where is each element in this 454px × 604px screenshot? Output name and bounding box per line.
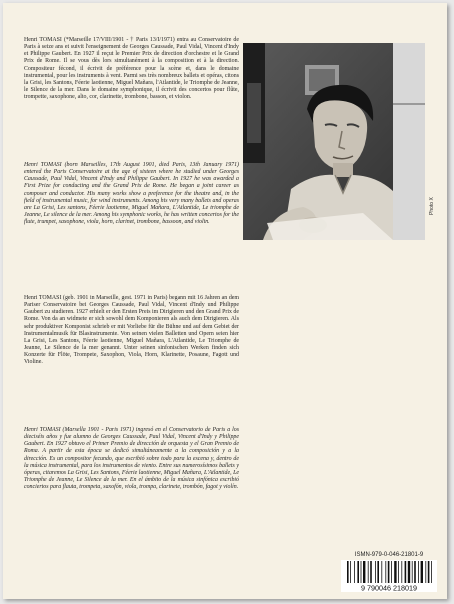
biography-french: Henri TOMASI (*Marseille 17/VIII/1901 - † Paris 13/I/1971) entra au Conservatoire de Paris à seize ans et suivit l'enseignement de Georges Caussade, Paul Vidal, Vincent d'Indy et Philippe Gaubert. En 1927 il reçut le Premier Prix de direction d'orchestre et le Grand Prix de Rome. Il se vous dès lors simultanément à la composition et à la direction. Compositeur fécond, il écrivit de préférence pour la scène et, dans le domaine instrumental, pour les instruments à vent. Parmi ses très nombreux ballets et opéras, citons la Grisi, les Santons, Féerie laotienne, Miguel Mañara, l'Atlantide, le Triomphe de Jeanne, le Silence de la mer. Dans le domaine symphonique, il écrivit des concertos pour flûte, trompette, saxophone, alto, cor, clarinette, trombone, basson, et violon. (24, 37, 239, 101)
barcode-bar (347, 561, 349, 583)
barcode-bar (368, 561, 369, 583)
biography-spanish: Henri TOMASI (Marsella 1901 - Paris 1971) ingresó en el Conservatorio de Paris a los dieciséis años y fue alumno de Georges Caussade, Paul Vidal, Vincent d'Indy y Philippe Gaubert. En 1927 obtuvo el Primer Premio de dirección de orquesta y el Gran Premio de Roma. A partir de esta época se dedicó simultáneamente a la composición y a la dirección. Es un compositor fecundo, que escribió sobre todo para la escena y, dentro de la música instrumental, para los instrumentos de viento. Entre sus numerosísimos ballets y óperas, citaremos La Grisi, Les Santons, Féerie laotienne, Miguel Mañara, L'Atlantide, Le Triomphe de Jeanne, Le Silence de la mer. En el ámbito de la música sinfónica escribió conciertos para flauta, trompeta, saxofón, viola, trompa, clarinete, trombón, fagot y violín. (24, 427, 239, 491)
biography-german: Henri TOMASI (geb. 1901 in Marseille, gest. 1971 in Paris) begann mit 16 Jahren an dem Pariser Conservatoire bei Georges Caussade, Paul Vidal, Vincent d'Indy und Philippe Gaubert zu studieren. 1927 erhielt er den Ersten Preis im Dirigieren und den Grand Prix de Rome. Von da an widmete er sich sowohl dem Komponieren als auch dem Dirigieren. Als sehr produktiver Komponist schrieb er mit Vorliebe für die Bühne und auf dem Gebiet der Instrumentalmusik für Blasinstrumente. Von seinen vielen Balletten und Opern seien hier La Grisi, Les Santons, Féerie laotienne, Miguel Mañara, L'Atlantide, Le Triomphe de Jeanne, Le Silence de la mer genannt. Unter seinen sinfonischen Werken finden sich Konzerte für Flöte, Trompete, Saxophon, Viola, Horn, Klarinette, Posaune, Fagott und Violine. (24, 295, 239, 366)
barcode-bar (405, 561, 407, 583)
barcode-bar (391, 561, 392, 583)
portrait-photo-icon (243, 43, 425, 240)
barcode-bar (385, 561, 386, 583)
barcode-bar (401, 561, 402, 583)
barcode-bar (354, 561, 355, 583)
barcode-bar (361, 561, 362, 583)
barcode-bar (414, 561, 416, 583)
barcode-bar (394, 561, 396, 583)
barcode-digits: 9 790046 218019 (361, 583, 417, 592)
photo-credit: Photo X (429, 197, 435, 215)
barcode-bar (428, 561, 430, 583)
barcode-bar (377, 561, 379, 583)
barcode-bar (431, 561, 432, 583)
barcode-bar (357, 561, 359, 583)
barcode-bar (425, 561, 426, 583)
barcode-bar (375, 561, 376, 583)
barcode-bar (350, 561, 351, 583)
barcode-bar (398, 561, 399, 583)
barcode-bar (418, 561, 419, 583)
barcode-bar (388, 561, 390, 583)
barcode-bar (370, 561, 372, 583)
composer-portrait-photo (243, 43, 425, 240)
barcode-bar (412, 561, 413, 583)
ismn-label: ISMN-979-0-046-21801-9 (354, 552, 424, 558)
barcode-bar (421, 561, 423, 583)
barcode-icon (341, 560, 437, 592)
booklet-page (3, 3, 447, 599)
barcode-bar (363, 561, 365, 583)
barcode-bar (408, 561, 410, 583)
biography-english: Henri TOMASI (born Marseilles, 17th August 1901, died Paris, 13th January 1971) entered the Paris Conservatoire at the age of sixteen where he studied under Georges Caussade, Paul Vidal, Vincent d'Indy and Philippe Gaubert. In 1927 he was awarded a First Prize for conducting and the Grand Prix de Rome. He began a joint career as composer and conductor. His many works show a preference for the theatre and, in the field of instrumental music, for wind instruments. Among his very many ballets and operas are La Grisi, Les santons, Féerie laotienne, Miguel Mañara, L'Atlantide, Le triomphe de Jeanne, Le silence de la mer. Among his symphonic works, he has written concertos for the flute, trumpet, saxophone, viola, horn, clarinet, trombone, bassoon, and violin. (24, 162, 239, 226)
barcode (341, 560, 437, 592)
barcode-bar (381, 561, 382, 583)
